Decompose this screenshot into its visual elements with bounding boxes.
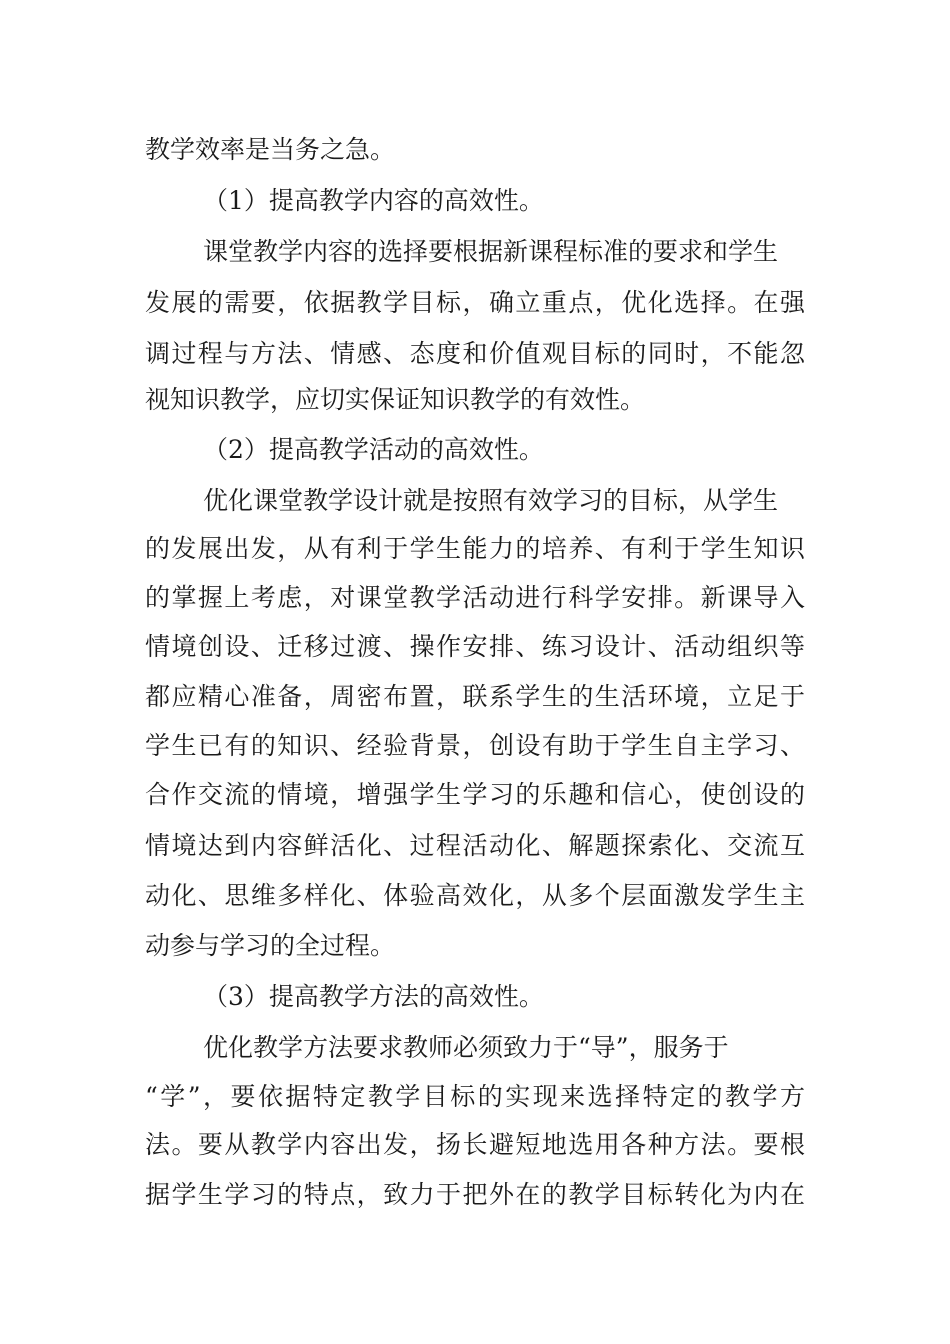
text-line: 发展的需要，依据教学目标，确立重点，优化选择。在强 — [145, 288, 805, 317]
text-line: “学”，要依据特定教学目标的实现来选择特定的教学方 — [145, 1082, 805, 1111]
text-line: 情境创设、迁移过渡、操作安排、练习设计、活动组织等 — [145, 632, 805, 661]
text-line: 情境达到内容鲜活化、过程活动化、解题探索化、交流互 — [145, 831, 805, 860]
paragraph-first-line: 优化教学方法要求教师必须致力于“导”，服务于 — [203, 1033, 729, 1062]
paragraph-first-line: 优化课堂教学设计就是按照有效学习的目标，从学生 — [203, 486, 779, 515]
section-heading-1: （1）提高教学内容的高效性。 — [203, 186, 544, 215]
text-line: 的发展出发，从有利于学生能力的培养、有利于学生知识 — [145, 534, 805, 563]
text-line: 都应精心准备，周密布置，联系学生的生活环境，立足于 — [145, 682, 805, 711]
paragraph-first-line: 课堂教学内容的选择要根据新课程标准的要求和学生 — [203, 237, 779, 266]
section-heading-3: （3）提高教学方法的高效性。 — [203, 982, 544, 1011]
text-line: 视知识教学，应切实保证知识教学的有效性。 — [145, 385, 646, 414]
text-line: 教学效率是当务之急。 — [145, 135, 396, 164]
section-heading-2: （2）提高教学活动的高效性。 — [203, 435, 544, 464]
text-line: 动参与学习的全过程。 — [145, 931, 396, 960]
text-line: 调过程与方法、情感、态度和价值观目标的同时，不能忽 — [145, 339, 805, 368]
text-line: 学生已有的知识、经验背景，创设有助于学生自主学习、 — [145, 731, 805, 760]
text-line: 合作交流的情境，增强学生学习的乐趣和信心，使创设的 — [145, 780, 805, 809]
text-line: 据学生学习的特点，致力于把外在的教学目标转化为内在 — [145, 1180, 805, 1209]
text-line: 法。要从教学内容出发，扬长避短地选用各种方法。要根 — [145, 1130, 805, 1159]
text-line: 动化、思维多样化、体验高效化，从多个层面激发学生主 — [145, 881, 805, 910]
text-line: 的掌握上考虑，对课堂教学活动进行科学安排。新课导入 — [145, 583, 805, 612]
